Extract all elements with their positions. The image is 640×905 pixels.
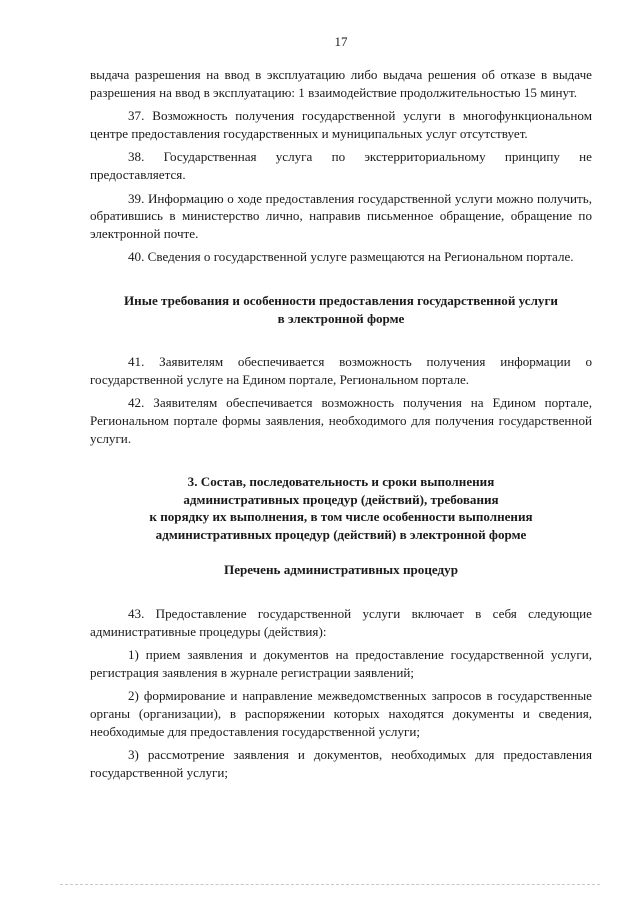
scan-artifact-line	[60, 884, 600, 885]
paragraph-39: 39. Информацию о ходе предоставления государственной услуги можно получить, обратившись в министерство лично, направив письменное обращение, обращение по электронной почте.	[90, 190, 592, 241]
heading-electronic-line2: в электронной форме	[277, 310, 405, 326]
heading-section3-line4: административных процедур (действий) в электронной форме	[155, 526, 527, 542]
heading-electronic-line1: Иные требования и особенности предоставления государственной услуги	[124, 292, 558, 308]
list-item-3: 3) рассмотрение заявления и документов, необходимых для предоставления государственной услуги;	[90, 747, 592, 780]
paragraph-continuation: выдача разрешения на ввод в эксплуатацию либо выдача решения об отказе в выдаче разрешения на ввод в эксплуатацию: 1 взаимодействие продолжительностью 15 минут.	[90, 67, 592, 100]
heading-section3-line1: 3. Состав, последовательность и сроки выполнения	[187, 474, 495, 490]
paragraph-40: 40. Сведения о государственной услуге размещаются на Региональном портале.	[128, 249, 574, 265]
list-item-2: 2) формирование и направление межведомственных запросов в государственные органы (организации), в распоряжении которых находятся документы и сведения, необходимые для предоставления государственной услуги;	[90, 688, 592, 739]
list-item-1: 1) прием заявления и документов на предоставление государственной услуги, регистрация заявления в журнале регистрации заявлений;	[90, 647, 592, 680]
heading-section3-line2: административных процедур (действий), требования	[183, 491, 499, 507]
paragraph-38: 38. Государственная услуга по экстерриториальному принципу не предоставляется.	[90, 149, 592, 182]
heading-section3-line3: к порядку их выполнения, в том числе особенности выполнения	[149, 509, 533, 525]
paragraph-41: 41. Заявителям обеспечивается возможность получения информации о государственной услуге на Едином портале, Региональном портале.	[90, 354, 592, 387]
paragraph-43: 43. Предоставление государственной услуги включает в себя следующие административные процедуры (действия):	[90, 606, 592, 639]
paragraph-37: 37. Возможность получения государственной услуги в многофункциональном центре предоставления государственных и муниципальных услуг отсутствует.	[90, 108, 592, 141]
heading-procedures-list: Перечень административных процедур	[224, 562, 458, 578]
page-number: 17	[334, 34, 348, 49]
paragraph-42: 42. Заявителям обеспечивается возможность получения на Едином портале, Региональном портале формы заявления, необходимого для получения государственной услуги.	[90, 395, 592, 446]
